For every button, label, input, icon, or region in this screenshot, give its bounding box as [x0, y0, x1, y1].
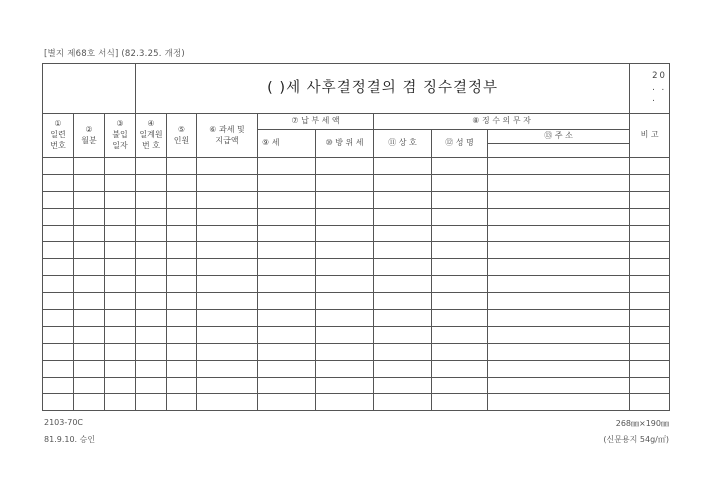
col-daily-account-number: ④ 일계원 번 호 [136, 114, 167, 158]
col-withholding-agent-group: ⑧ 징 수 의 무 자 [374, 114, 630, 130]
entry-cell[interactable] [316, 259, 374, 276]
entry-cell[interactable] [197, 293, 258, 310]
entry-cell[interactable] [136, 259, 167, 276]
entry-cell[interactable] [197, 191, 258, 208]
entry-cell[interactable] [105, 310, 136, 327]
entry-cell[interactable] [374, 310, 432, 327]
entry-cell[interactable] [258, 158, 316, 175]
entry-cell[interactable] [258, 242, 316, 259]
entry-cell[interactable] [43, 158, 74, 175]
entry-cell[interactable] [167, 174, 197, 191]
entry-cell[interactable] [74, 326, 105, 343]
entry-cell[interactable] [316, 394, 374, 411]
entry-cell[interactable] [197, 343, 258, 360]
entry-cell[interactable] [316, 326, 374, 343]
table-row [43, 225, 670, 242]
entry-cell[interactable] [105, 343, 136, 360]
table-row [43, 293, 670, 310]
entry-cell[interactable] [136, 242, 167, 259]
entry-cell[interactable] [374, 158, 432, 175]
entry-cell[interactable] [258, 174, 316, 191]
entry-cell[interactable] [136, 343, 167, 360]
entry-cell[interactable] [374, 191, 432, 208]
table-row [43, 158, 670, 175]
entry-cell[interactable] [488, 343, 630, 360]
entry-cell[interactable] [74, 310, 105, 327]
table-row [43, 242, 670, 259]
collection-decision-form [42, 63, 670, 411]
entry-cell[interactable] [432, 208, 488, 225]
entry-cell[interactable] [374, 360, 432, 377]
entry-cell[interactable] [374, 343, 432, 360]
date-field[interactable]: 20 . . . [630, 64, 670, 114]
paper-size: 268㎜×190㎜ [615, 419, 669, 428]
entry-cell[interactable] [74, 293, 105, 310]
entry-cell[interactable] [43, 191, 74, 208]
col-headcount: ⑤ 인원 [167, 114, 197, 158]
col-month: ② 월분 [74, 114, 105, 158]
entry-cell[interactable] [136, 276, 167, 293]
entry-cell[interactable] [630, 310, 670, 327]
entry-cell[interactable] [43, 326, 74, 343]
entry-cell[interactable] [432, 259, 488, 276]
entry-cell[interactable] [43, 377, 74, 394]
table-row [43, 326, 670, 343]
entry-cell[interactable] [258, 343, 316, 360]
entry-cell[interactable] [316, 343, 374, 360]
entry-cell[interactable] [432, 225, 488, 242]
entry-cell[interactable] [43, 360, 74, 377]
entry-cell[interactable] [167, 293, 197, 310]
entry-cell[interactable] [197, 242, 258, 259]
entry-cell[interactable] [374, 208, 432, 225]
entry-cell[interactable] [197, 174, 258, 191]
entry-cell[interactable] [488, 293, 630, 310]
entry-cell[interactable] [136, 174, 167, 191]
table-row [43, 343, 670, 360]
entry-cell[interactable] [197, 259, 258, 276]
entry-cell[interactable] [197, 225, 258, 242]
col-business-name: ⑪ 상 호 [374, 130, 432, 158]
col-tax: ⑨ 세 [258, 130, 316, 158]
col-serial-number: ① 일련 번호 [43, 114, 74, 158]
entry-cell[interactable] [316, 360, 374, 377]
entry-cell[interactable] [630, 174, 670, 191]
table-row [43, 259, 670, 276]
form-number-note: [별지 제68호 서식] (82.3.25. 개정) [44, 49, 185, 59]
entry-cell[interactable] [630, 360, 670, 377]
entry-cell[interactable] [316, 191, 374, 208]
col-address: ⑬ 주 소 [488, 130, 630, 144]
entry-cell[interactable] [374, 377, 432, 394]
entry-cell[interactable] [167, 343, 197, 360]
entry-cell[interactable] [630, 259, 670, 276]
entry-cell[interactable] [316, 225, 374, 242]
entry-cell[interactable] [197, 394, 258, 411]
entry-cell[interactable] [105, 242, 136, 259]
entry-cell[interactable] [432, 191, 488, 208]
entry-cell[interactable] [136, 326, 167, 343]
entry-cell[interactable] [105, 293, 136, 310]
entry-cell[interactable] [488, 377, 630, 394]
entry-cell[interactable] [43, 343, 74, 360]
entry-cell[interactable] [432, 394, 488, 411]
entry-cell[interactable] [43, 208, 74, 225]
entry-cell[interactable] [630, 377, 670, 394]
entry-cell[interactable] [432, 310, 488, 327]
entry-cell[interactable] [488, 394, 630, 411]
entry-cell[interactable] [488, 360, 630, 377]
entry-cell[interactable] [374, 276, 432, 293]
entry-cell[interactable] [43, 394, 74, 411]
col-person-name: ⑫ 성 명 [432, 130, 488, 158]
entry-cell[interactable] [258, 208, 316, 225]
entry-cell[interactable] [630, 293, 670, 310]
entry-cell[interactable] [488, 326, 630, 343]
form-title: ( )세 사후결정결의 겸 징수결정부 [136, 64, 630, 114]
entry-cell[interactable] [258, 191, 316, 208]
entry-cell[interactable] [74, 276, 105, 293]
entry-cell[interactable] [630, 276, 670, 293]
col-tax-payable-group: ⑦ 납 부 세 액 [258, 114, 374, 130]
col-address-blank [488, 144, 630, 158]
entry-cell[interactable] [630, 394, 670, 411]
entry-cell[interactable] [197, 326, 258, 343]
entry-cell[interactable] [258, 377, 316, 394]
entry-cell[interactable] [136, 377, 167, 394]
approval-date: 81.9.10. 승인 [44, 435, 96, 444]
entry-cell[interactable] [488, 242, 630, 259]
entry-cell[interactable] [374, 326, 432, 343]
entry-cell[interactable] [374, 259, 432, 276]
entry-cell[interactable] [488, 158, 630, 175]
entry-cell[interactable] [136, 208, 167, 225]
entry-cell[interactable] [316, 208, 374, 225]
entry-cell[interactable] [197, 377, 258, 394]
entry-cell[interactable] [74, 191, 105, 208]
entry-cell[interactable] [258, 276, 316, 293]
entry-cell[interactable] [374, 225, 432, 242]
entry-cell[interactable] [105, 259, 136, 276]
entry-cell[interactable] [258, 225, 316, 242]
table-row [43, 208, 670, 225]
col-remarks: 비 고 [630, 114, 670, 158]
entry-cell[interactable] [630, 191, 670, 208]
entry-cell[interactable] [43, 174, 74, 191]
entry-cell[interactable] [167, 225, 197, 242]
entry-cell[interactable] [488, 310, 630, 327]
table-row [43, 377, 670, 394]
entry-cell[interactable] [136, 158, 167, 175]
entry-cell[interactable] [258, 293, 316, 310]
col-taxable-amount: ⑥ 과세 및 지급액 [197, 114, 258, 158]
entry-cell[interactable] [374, 174, 432, 191]
entry-cell[interactable] [374, 242, 432, 259]
entry-cell[interactable] [136, 310, 167, 327]
entry-cell[interactable] [197, 158, 258, 175]
entry-cell[interactable] [105, 208, 136, 225]
entry-cell[interactable] [43, 293, 74, 310]
entry-cell[interactable] [488, 208, 630, 225]
entry-cell[interactable] [74, 394, 105, 411]
table-row [43, 394, 670, 411]
entry-cell[interactable] [105, 191, 136, 208]
entry-cell[interactable] [74, 360, 105, 377]
entry-cell[interactable] [488, 191, 630, 208]
entry-cell[interactable] [630, 208, 670, 225]
table-row [43, 360, 670, 377]
entry-cell[interactable] [630, 242, 670, 259]
entry-cell[interactable] [136, 394, 167, 411]
entry-cell[interactable] [105, 174, 136, 191]
entry-cell[interactable] [167, 360, 197, 377]
entry-cell[interactable] [316, 310, 374, 327]
entry-cell[interactable] [197, 276, 258, 293]
entry-cell[interactable] [43, 259, 74, 276]
entry-cell[interactable] [167, 394, 197, 411]
entry-cell[interactable] [432, 343, 488, 360]
table-row [43, 174, 670, 191]
entry-cell[interactable] [316, 276, 374, 293]
entry-cell[interactable] [197, 310, 258, 327]
entry-cell[interactable] [258, 360, 316, 377]
entry-cell[interactable] [167, 310, 197, 327]
entry-cell[interactable] [258, 326, 316, 343]
entry-cell[interactable] [167, 208, 197, 225]
entry-cell[interactable] [630, 158, 670, 175]
entry-cell[interactable] [105, 326, 136, 343]
entry-cell[interactable] [374, 394, 432, 411]
entry-cell[interactable] [105, 276, 136, 293]
entry-cell[interactable] [488, 225, 630, 242]
entry-cell[interactable] [167, 242, 197, 259]
entry-cell[interactable] [488, 276, 630, 293]
entry-cell[interactable] [105, 360, 136, 377]
entry-cell[interactable] [43, 242, 74, 259]
entry-cell[interactable] [316, 242, 374, 259]
entry-cell[interactable] [74, 158, 105, 175]
entry-cell[interactable] [630, 225, 670, 242]
entry-cell[interactable] [432, 377, 488, 394]
entry-cell[interactable] [105, 158, 136, 175]
entry-cell[interactable] [105, 394, 136, 411]
entry-cell[interactable] [432, 276, 488, 293]
blank-corner-cell [43, 64, 136, 114]
entry-cell[interactable] [167, 191, 197, 208]
entry-cell[interactable] [432, 158, 488, 175]
table-row [43, 310, 670, 327]
entry-cell[interactable] [167, 259, 197, 276]
entry-cell[interactable] [136, 293, 167, 310]
entry-cell[interactable] [316, 174, 374, 191]
entry-cell[interactable] [105, 377, 136, 394]
entry-cell[interactable] [136, 360, 167, 377]
entry-cell[interactable] [74, 377, 105, 394]
entry-cell[interactable] [136, 191, 167, 208]
entry-cell[interactable] [432, 293, 488, 310]
entry-cell[interactable] [197, 208, 258, 225]
entry-cell[interactable] [43, 310, 74, 327]
entry-cell[interactable] [432, 326, 488, 343]
entry-cell[interactable] [74, 174, 105, 191]
entry-cell[interactable] [74, 208, 105, 225]
entry-cell[interactable] [432, 242, 488, 259]
entry-cell[interactable] [197, 360, 258, 377]
entry-cell[interactable] [258, 310, 316, 327]
entry-cell[interactable] [374, 293, 432, 310]
entry-cell[interactable] [316, 293, 374, 310]
entry-cell[interactable] [136, 225, 167, 242]
entry-cell[interactable] [74, 225, 105, 242]
entry-cell[interactable] [316, 158, 374, 175]
entry-cell[interactable] [316, 377, 374, 394]
entry-cell[interactable] [432, 174, 488, 191]
entry-cell[interactable] [43, 225, 74, 242]
entry-cell[interactable] [258, 259, 316, 276]
entry-cell[interactable] [488, 174, 630, 191]
col-defense-tax: ⑩ 방 위 세 [316, 130, 374, 158]
entry-cell[interactable] [167, 377, 197, 394]
form-code: 2103-70C [44, 418, 84, 427]
col-payment-date: ③ 불입 일자 [105, 114, 136, 158]
entry-cell[interactable] [167, 276, 197, 293]
paper-type: (신문용지 54g/㎡) [603, 435, 669, 444]
entry-cell[interactable] [630, 343, 670, 360]
entry-cell[interactable] [167, 158, 197, 175]
entry-cell[interactable] [43, 276, 74, 293]
table-row [43, 191, 670, 208]
entry-cell[interactable] [74, 343, 105, 360]
entry-cell[interactable] [74, 242, 105, 259]
entry-cell[interactable] [74, 259, 105, 276]
entry-cell[interactable] [488, 259, 630, 276]
entry-cell[interactable] [167, 326, 197, 343]
entry-cell[interactable] [258, 394, 316, 411]
table-row [43, 276, 670, 293]
entry-cell[interactable] [105, 225, 136, 242]
entry-cell[interactable] [432, 360, 488, 377]
entry-cell[interactable] [630, 326, 670, 343]
